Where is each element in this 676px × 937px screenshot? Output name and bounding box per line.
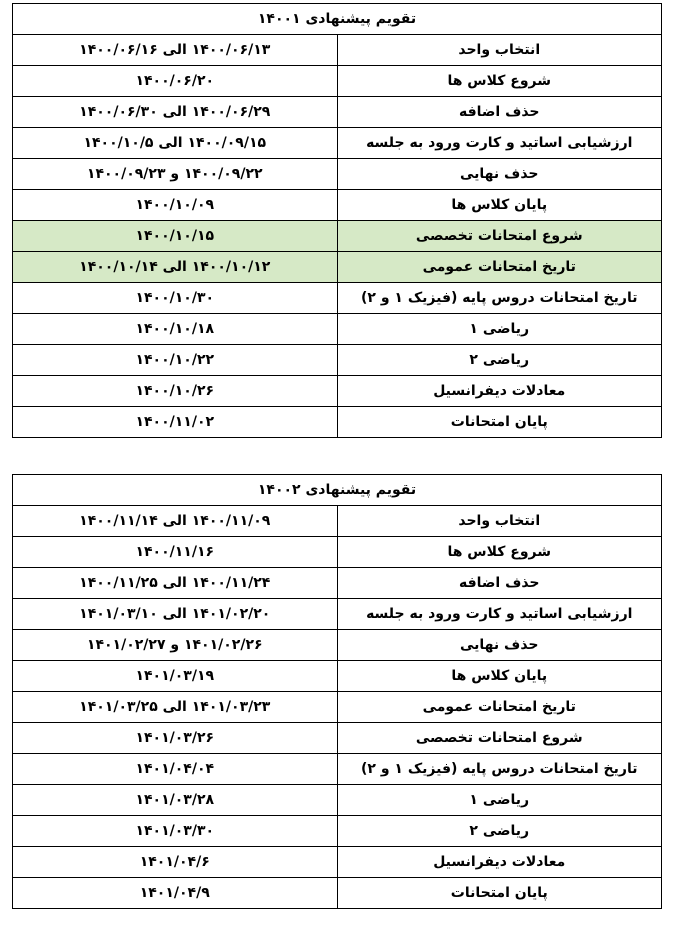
event-cell: حذف نهایی [337, 630, 662, 661]
date-cell: ۱۴۰۰/۱۰/۲۲ [13, 345, 338, 376]
event-cell: ریاضی ۱ [337, 785, 662, 816]
calendar-title-row [13, 475, 662, 506]
event-cell: ریاضی ۱ [337, 314, 662, 345]
event-cell: پایان امتحانات [337, 407, 662, 438]
table-row [13, 159, 662, 190]
event-cell: پایان کلاس ها [337, 661, 662, 692]
date-cell: ۱۴۰۱/۰۴/۹ [13, 878, 338, 909]
table-row [13, 35, 662, 66]
table-row [13, 754, 662, 785]
table-row [13, 345, 662, 376]
event-cell: پایان امتحانات [337, 878, 662, 909]
date-cell: ۱۴۰۰/۰۶/۱۳ الی ۱۴۰۰/۰۶/۱۶ [13, 35, 338, 66]
calendar-title: تقویم پیشنهادی ۱۴۰۰۲ [13, 475, 662, 506]
event-cell: حذف اضافه [337, 568, 662, 599]
date-cell: ۱۴۰۰/۱۱/۰۹ الی ۱۴۰۰/۱۱/۱۴ [13, 506, 338, 537]
date-cell: ۱۴۰۰/۱۰/۲۶ [13, 376, 338, 407]
event-cell: معادلات دیفرانسیل [337, 847, 662, 878]
table-row [13, 97, 662, 128]
event-cell: انتخاب واحد [337, 35, 662, 66]
table-row [13, 314, 662, 345]
event-cell: حذف نهایی [337, 159, 662, 190]
table-row [13, 506, 662, 537]
date-cell: ۱۴۰۱/۰۴/۰۴ [13, 754, 338, 785]
event-cell: تاریخ امتحانات عمومی [337, 692, 662, 723]
event-cell: شروع امتحانات تخصصی [337, 221, 662, 252]
table-row [13, 692, 662, 723]
date-cell: ۱۴۰۱/۰۳/۲۸ [13, 785, 338, 816]
date-cell: ۱۴۰۱/۰۳/۳۰ [13, 816, 338, 847]
table-row [13, 283, 662, 314]
event-cell: شروع امتحانات تخصصی [337, 723, 662, 754]
calendar-table-2 [12, 474, 662, 909]
date-cell: ۱۴۰۰/۰۹/۱۵ الی ۱۴۰۰/۱۰/۵ [13, 128, 338, 159]
table-row [13, 723, 662, 754]
calendar-table-1 [12, 3, 662, 438]
event-cell: حذف اضافه [337, 97, 662, 128]
calendar-title-row [13, 4, 662, 35]
event-cell: معادلات دیفرانسیل [337, 376, 662, 407]
date-cell: ۱۴۰۰/۰۶/۲۹ الی ۱۴۰۰/۰۶/۳۰ [13, 97, 338, 128]
table-row [13, 847, 662, 878]
date-cell: ۱۴۰۰/۰۶/۲۰ [13, 66, 338, 97]
date-cell: ۱۴۰۱/۰۴/۶ [13, 847, 338, 878]
date-cell: ۱۴۰۱/۰۲/۲۶ و ۱۴۰۱/۰۲/۲۷ [13, 630, 338, 661]
date-cell: ۱۴۰۱/۰۳/۲۳ الی ۱۴۰۱/۰۳/۲۵ [13, 692, 338, 723]
event-cell: ریاضی ۲ [337, 345, 662, 376]
date-cell: ۱۴۰۱/۰۲/۲۰ الی ۱۴۰۱/۰۳/۱۰ [13, 599, 338, 630]
event-cell: انتخاب واحد [337, 506, 662, 537]
calendar-title: تقویم پیشنهادی ۱۴۰۰۱ [13, 4, 662, 35]
date-cell: ۱۴۰۰/۱۰/۱۵ [13, 221, 338, 252]
date-cell: ۱۴۰۰/۱۰/۳۰ [13, 283, 338, 314]
date-cell: ۱۴۰۰/۱۱/۰۲ [13, 407, 338, 438]
event-cell: شروع کلاس ها [337, 66, 662, 97]
table-row [13, 661, 662, 692]
table-row [13, 190, 662, 221]
table-row-highlighted [13, 221, 662, 252]
date-cell: ۱۴۰۰/۱۰/۰۹ [13, 190, 338, 221]
event-cell: ریاضی ۲ [337, 816, 662, 847]
date-cell: ۱۴۰۰/۱۰/۱۲ الی ۱۴۰۰/۱۰/۱۴ [13, 252, 338, 283]
table-row [13, 785, 662, 816]
event-cell: ارزشیابی اساتید و کارت ورود به جلسه [337, 128, 662, 159]
event-cell: ارزشیابی اساتید و کارت ورود به جلسه [337, 599, 662, 630]
date-cell: ۱۴۰۱/۰۳/۱۹ [13, 661, 338, 692]
date-cell: ۱۴۰۱/۰۳/۲۶ [13, 723, 338, 754]
event-cell: پایان کلاس ها [337, 190, 662, 221]
table-row [13, 66, 662, 97]
table-row [13, 537, 662, 568]
event-cell: شروع کلاس ها [337, 537, 662, 568]
date-cell: ۱۴۰۰/۱۱/۲۴ الی ۱۴۰۰/۱۱/۲۵ [13, 568, 338, 599]
table-row [13, 878, 662, 909]
table-row [13, 407, 662, 438]
date-cell: ۱۴۰۰/۰۹/۲۲ و ۱۴۰۰/۰۹/۲۳ [13, 159, 338, 190]
table-row [13, 630, 662, 661]
table-row [13, 568, 662, 599]
table-row [13, 128, 662, 159]
date-cell: ۱۴۰۰/۱۱/۱۶ [13, 537, 338, 568]
table-row [13, 816, 662, 847]
event-cell: تاریخ امتحانات عمومی [337, 252, 662, 283]
event-cell: تاریخ امتحانات دروس پایه (فیزیک ۱ و ۲) [337, 283, 662, 314]
table-row [13, 599, 662, 630]
event-cell: تاریخ امتحانات دروس پایه (فیزیک ۱ و ۲) [337, 754, 662, 785]
table-row [13, 376, 662, 407]
table-row-highlighted [13, 252, 662, 283]
date-cell: ۱۴۰۰/۱۰/۱۸ [13, 314, 338, 345]
